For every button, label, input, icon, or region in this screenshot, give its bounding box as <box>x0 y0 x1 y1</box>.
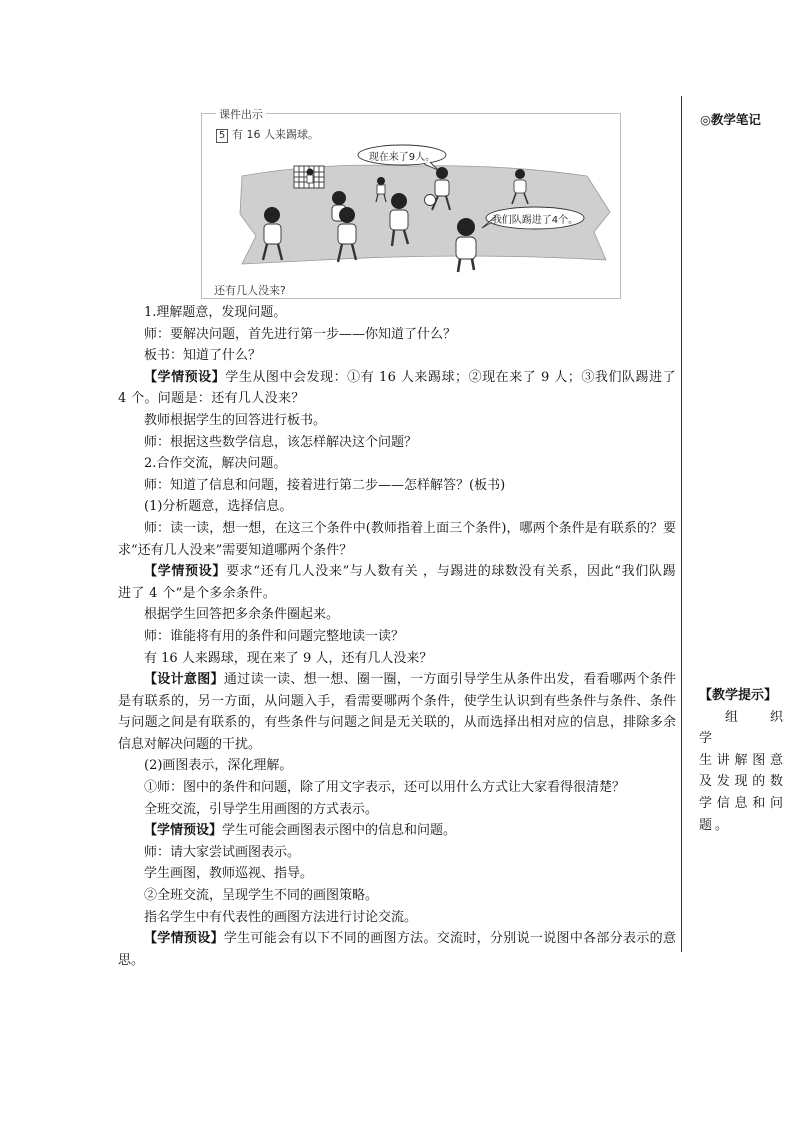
paragraph: 有 16 人来踢球，现在来了 9 人，还有几人没来？ <box>144 650 433 666</box>
paragraph: 板书：知道了什么？ <box>144 348 262 364</box>
paragraph: 【学情预设】学生可能会画图表示图中的信息和问题。 <box>144 823 457 839</box>
soccer-ball <box>425 195 436 206</box>
teaching-tips-line: 组 织 学 <box>699 709 786 747</box>
section-tag: 【学情预设】 <box>144 369 226 385</box>
player-goalkeeper <box>307 169 314 184</box>
problem-text: 有 16 人来踢球。 <box>232 128 319 141</box>
paragraph: 【设计意图】通过读一读、想一想、圈一圈，一方面引导学生从条件出发，看看哪两个条件是有联系的，另一方面，从问题入手，看需要哪两个条件，使学生认识到有些条件与条件、条件与问题之间是有联系的，有些条件与问题之间是无关联的，从而选择出相对应的信息，排除多余信息对解决问题的干扰。 <box>118 672 676 752</box>
paragraph: 师：请大家尝试画图表示。 <box>144 844 301 860</box>
player-foreground <box>456 218 476 272</box>
paragraph: 师：读一读，想一想，在这三个条件中(教师指着上面三个条件)，哪两个条件是有联系的？要求“还有几人没来”需要知道哪两个条件？ <box>118 520 676 558</box>
paragraph: ②全班交流，呈现学生不同的画图策略。 <box>144 888 379 904</box>
courseware-illustration <box>201 108 621 299</box>
teaching-tips-line: 及发现的数 <box>699 774 786 790</box>
section-tag: 【设计意图】 <box>144 672 224 688</box>
teaching-tips-line: 生讲解图意 <box>699 752 786 768</box>
paragraph: 指名学生中有代表性的画图方法进行讨论交流。 <box>144 909 418 925</box>
teaching-tips-line: 学信息和问 <box>699 795 786 811</box>
problem-statement <box>216 126 319 143</box>
paragraph: 【学情预设】学生可能会有以下不同的画图方法。交流时，分别说一说图中各部分表示的意思。 <box>118 931 676 968</box>
paragraph: (2)画图表示，深化理解。 <box>144 758 293 774</box>
paragraph: 教师根据学生的回答进行板书。 <box>144 412 327 428</box>
figure-question: 还有几人没来? <box>214 284 286 297</box>
teaching-tips-line: 题。 <box>699 817 732 833</box>
paragraph: 全班交流，引导学生用画图的方式表示。 <box>144 801 379 817</box>
paragraph: 师：知道了信息和问题，接着进行第二步——怎样解答？(板书) <box>144 477 506 493</box>
column-divider <box>681 96 682 952</box>
paragraph: 【学情预设】学生从图中会发现：①有 16 人来踢球；②现在来了 9 人；③我们队踢进了 4 个。问题是：还有几人没来？ <box>118 369 676 407</box>
paragraph: 根据学生回答把多余条件圈起来。 <box>144 607 340 623</box>
speech-bubble-arrived: 现在来了9人。 <box>368 152 436 163</box>
speech-bubble-goals: 我们队踢进了4个。 <box>491 215 579 226</box>
lesson-text <box>118 302 676 971</box>
teaching-tips <box>699 685 786 836</box>
paragraph: (1)分析题意，选择信息。 <box>144 499 293 515</box>
section-tag: 【学情预设】 <box>144 564 226 580</box>
paragraph: 师：谁能将有用的条件和问题完整地读一读？ <box>144 628 405 644</box>
section-tag: 【学情预设】 <box>144 931 224 947</box>
paragraph: 学生画图，教师巡视、指导。 <box>144 866 314 882</box>
paragraph: 2.合作交流，解决问题。 <box>144 456 287 472</box>
paragraph: ①师：图中的条件和问题，除了用文字表示，还可以用什么方式让大家看得很清楚？ <box>144 780 626 796</box>
teaching-tips-title: 【教学提示】 <box>699 688 778 703</box>
paragraph: 【学情预设】要求“还有几人没来”与人数有关 ，与踢进的球数没有关系，因此“我们队踢进了 4 个”是个多余条件。 <box>118 564 676 601</box>
paragraph: 1.理解题意，发现问题。 <box>144 305 287 320</box>
paragraph: 师：要解决问题，首先进行第一步——你知道了什么？ <box>144 326 457 342</box>
paragraph: 师：根据这些数学信息，该怎样解决这个问题？ <box>144 434 418 450</box>
teaching-notes-title: ◎教学笔记 <box>700 112 761 127</box>
section-tag: 【学情预设】 <box>144 823 223 839</box>
courseware-label: 课件出示 <box>216 106 266 122</box>
problem-number: 5 <box>216 129 228 143</box>
